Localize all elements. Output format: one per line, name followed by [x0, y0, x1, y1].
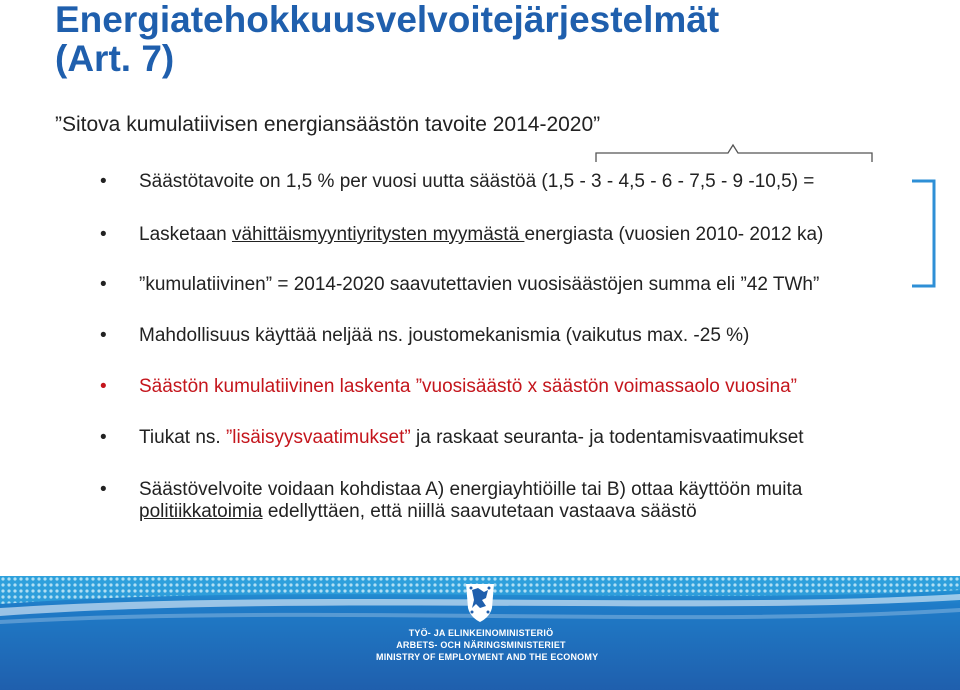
- ministry-name-en: MINISTRY OF EMPLOYMENT AND THE ECONOMY: [376, 652, 599, 662]
- bullet-dot: •: [100, 274, 107, 295]
- additionality-requirements: ”lisäisyysvaatimukset”: [225, 427, 411, 448]
- ministry-name-sv: ARBETS- OCH NÄRINGSMINISTERIET: [396, 640, 566, 650]
- slide-title-line1: Energiatehokkuusvelvoitejärjestelmät: [55, 0, 720, 40]
- bullet-text-pre: Lasketaan: [139, 224, 232, 245]
- bullet-text-line1: Säästövelvoite voidaan kohdistaa A) energiayhtiöille tai B) ottaa käyttöön muita: [139, 479, 803, 500]
- bullet-dot: •: [100, 325, 107, 346]
- slide-title: [55, 0, 719, 78]
- bullet-text: ”kumulatiivinen” = 2014-2020 saavutettavien vuosisäästöjen summa eli ”42 TWh”: [139, 274, 820, 295]
- bullet-dot: •: [100, 224, 107, 245]
- side-bracket: [912, 181, 934, 286]
- slide-subtitle: ”Sitova kumulatiivisen energiansäästön tavoite 2014-2020”: [55, 113, 601, 136]
- ministry-name-fi: TYÖ- JA ELINKEINOMINISTERIÖ: [408, 628, 554, 638]
- bullet-dot: •: [100, 171, 107, 192]
- top-bracket: [596, 145, 872, 162]
- slide-title-line2: (Art. 7): [55, 38, 175, 79]
- bullet-text-line2-rest: edellyttäen, että niillä saavutetaan vastaava säästö: [262, 501, 697, 522]
- bullet-text: [139, 479, 802, 523]
- bullet-text: [139, 224, 823, 246]
- bullet-dot: •: [100, 376, 107, 397]
- bullet-text: Säästön kumulatiivinen laskenta ”vuosisäästö x säästön voimassaolo vuosina”: [139, 376, 797, 397]
- bullet-text-pre: Tiukat ns.: [139, 427, 226, 448]
- bullet-text: [139, 427, 804, 449]
- policy-measures-underlined: politiikkatoimia: [139, 501, 263, 522]
- ministry-footer: [0, 576, 960, 690]
- retail-companies-underlined: vähittäismyyntiyritysten myymästä: [231, 224, 525, 245]
- bullet-text: Säästötavoite on 1,5 % per vuosi uutta säästöä (1,5 - 3 - 4,5 - 6 - 7,5 - 9 -10,5) =: [139, 171, 815, 192]
- bullet-text-line2: [139, 501, 802, 523]
- bullet-text-post: energiasta (vuosien 2010- 2012 ka): [524, 224, 824, 245]
- bullet-dot: •: [100, 479, 107, 500]
- bullet-text: Mahdollisuus käyttää neljää ns. joustomekanismia (vaikutus max. -25 %): [139, 325, 750, 346]
- bullet-dot: •: [100, 427, 107, 448]
- bullet-text-post: ja raskaat seuranta- ja todentamisvaatimukset: [410, 427, 804, 448]
